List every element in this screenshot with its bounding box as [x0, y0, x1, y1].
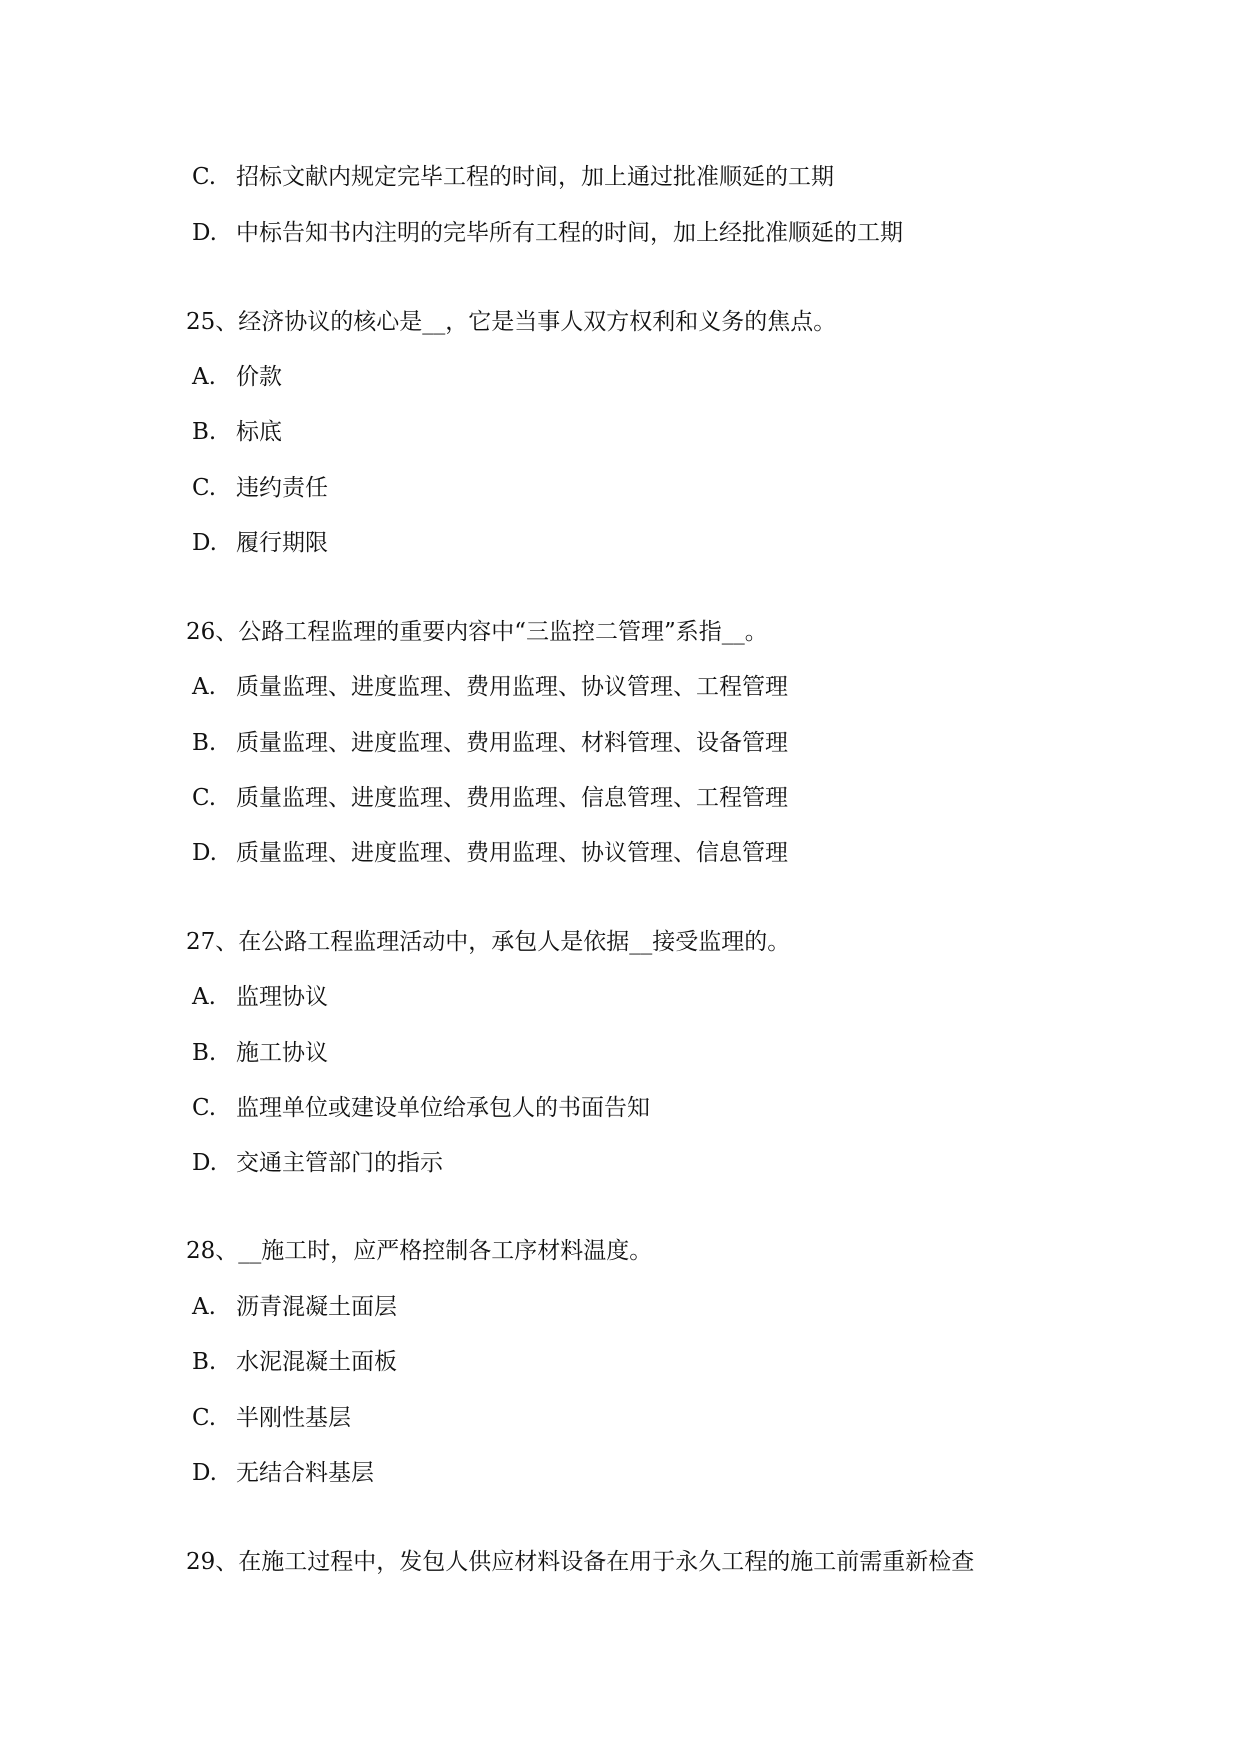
option-text: 标底: [236, 419, 282, 445]
option-c: [186, 783, 788, 813]
option-d: [186, 1148, 443, 1178]
option-letter: D.: [192, 1150, 217, 1176]
option-letter: B.: [192, 730, 217, 756]
option-d: [186, 1458, 374, 1488]
option-text: 沥青混凝土面层: [236, 1294, 397, 1320]
option-letter: A.: [192, 984, 216, 1010]
option-c: [186, 162, 834, 192]
option-letter: D.: [192, 220, 217, 246]
option-text: 交通主管部门的指示: [236, 1150, 443, 1176]
option-text: 水泥混凝土面板: [236, 1349, 397, 1375]
option-b: [186, 728, 788, 758]
option-text: 履行期限: [236, 530, 328, 556]
option-text: 监理单位或建设单位给承包人的书面告知: [236, 1095, 650, 1121]
option-text: 半刚性基层: [236, 1405, 351, 1431]
option-b: [186, 1347, 397, 1377]
option-a: [186, 1292, 397, 1322]
option-letter: D.: [192, 530, 217, 556]
option-letter: C.: [192, 1095, 217, 1121]
option-letter: D.: [192, 1460, 217, 1486]
option-b: [186, 417, 282, 447]
question-26: 26、公路工程监理的重要内容中“三监控二管理”系指__。: [186, 619, 768, 645]
option-letter: C.: [192, 1405, 217, 1431]
option-text: 质量监理、进度监理、费用监理、信息管理、工程管理: [236, 785, 788, 811]
option-c: [186, 1403, 351, 1433]
question-27: 27、在公路工程监理活动中，承包人是依据__接受监理的。: [186, 929, 791, 955]
option-letter: C.: [192, 164, 217, 190]
option-text: 施工协议: [236, 1040, 328, 1066]
option-d: [186, 528, 328, 558]
option-letter: B.: [192, 1349, 217, 1375]
question-28: 28、__施工时，应严格控制各工序材料温度。: [186, 1238, 653, 1264]
question-25: 25、经济协议的核心是__，它是当事人双方权利和义务的焦点。: [186, 309, 837, 335]
option-c: [186, 473, 328, 503]
option-text: 质量监理、进度监理、费用监理、协议管理、工程管理: [236, 674, 788, 700]
option-d: [186, 838, 788, 868]
option-letter: C.: [192, 785, 217, 811]
option-c: [186, 1093, 650, 1123]
option-b: [186, 1038, 328, 1068]
option-letter: A.: [192, 364, 216, 390]
option-text: 质量监理、进度监理、费用监理、材料管理、设备管理: [236, 730, 788, 756]
option-d: [186, 218, 903, 248]
option-letter: D.: [192, 840, 217, 866]
option-letter: B.: [192, 419, 217, 445]
option-text: 中标告知书内注明的完毕所有工程的时间，加上经批准顺延的工期: [236, 220, 903, 246]
option-letter: C.: [192, 475, 217, 501]
option-text: 质量监理、进度监理、费用监理、协议管理、信息管理: [236, 840, 788, 866]
option-letter: B.: [192, 1040, 217, 1066]
option-letter: A.: [192, 674, 216, 700]
option-text: 无结合料基层: [236, 1460, 374, 1486]
option-text: 监理协议: [236, 984, 328, 1010]
option-text: 违约责任: [236, 475, 328, 501]
question-29: 29、在施工过程中，发包人供应材料设备在用于永久工程的施工前需重新检查: [186, 1549, 975, 1575]
option-letter: A.: [192, 1294, 216, 1320]
option-text: 招标文献内规定完毕工程的时间，加上通过批准顺延的工期: [236, 164, 834, 190]
option-a: [186, 672, 788, 702]
option-text: 价款: [236, 364, 282, 390]
option-a: [186, 362, 282, 392]
option-a: [186, 982, 328, 1012]
